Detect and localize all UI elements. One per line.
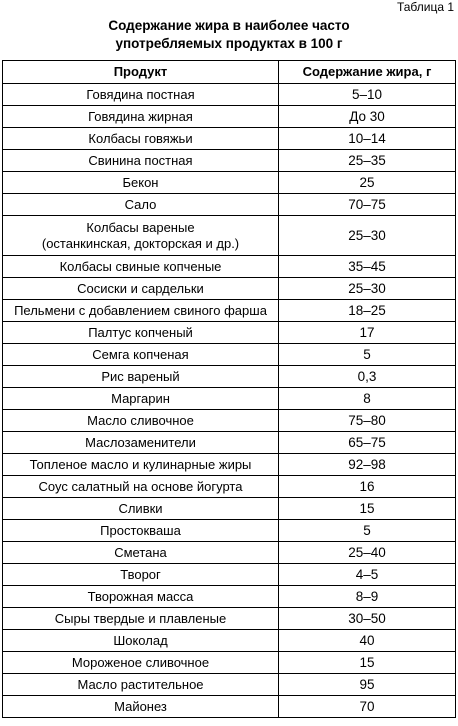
fat-value-cell: До 30 (279, 106, 456, 128)
fat-value-cell: 4–5 (279, 564, 456, 586)
product-name: Сыры твердые и плавленые (54, 610, 227, 626)
product-name: Топленое масло и кулинарные жиры (29, 456, 252, 472)
product-name: Масло сливочное (87, 412, 194, 428)
product-name: Масло растительное (77, 676, 204, 692)
table-row (3, 128, 456, 150)
product-cell (3, 256, 279, 278)
fat-value-cell: 8–9 (279, 586, 456, 608)
fat-value-cell: 8 (279, 388, 456, 410)
fat-value-cell: 25–35 (279, 150, 456, 172)
table-row (3, 300, 456, 322)
product-name: Бекон (122, 174, 159, 190)
product-name: Колбасы говяжьи (88, 130, 193, 146)
table-row (3, 388, 456, 410)
document-title (0, 17, 458, 53)
product-cell (3, 432, 279, 454)
product-name: Колбасы свиные копченые (59, 258, 222, 274)
fat-value-cell: 95 (279, 674, 456, 696)
product-name: Говядина жирная (88, 108, 193, 124)
table-row (3, 454, 456, 476)
product-name: Соус салатный на основе йогурта (38, 478, 243, 494)
table-row (3, 696, 456, 718)
table-row (3, 256, 456, 278)
table-row (3, 106, 456, 128)
table-row (3, 432, 456, 454)
fat-value-cell: 70 (279, 696, 456, 718)
fat-value-cell: 92–98 (279, 454, 456, 476)
product-name: Маргарин (111, 390, 170, 406)
product-cell (3, 586, 279, 608)
product-cell (3, 366, 279, 388)
product-cell (3, 106, 279, 128)
header-row (3, 61, 456, 84)
fat-value-cell: 25–30 (279, 216, 456, 256)
product-name: Сметана (114, 544, 167, 560)
fat-value-cell: 75–80 (279, 410, 456, 432)
product-name: Шоколад (113, 632, 168, 648)
product-cell (3, 300, 279, 322)
table-row (3, 542, 456, 564)
fat-value-cell: 17 (279, 322, 456, 344)
product-cell (3, 674, 279, 696)
fat-value-cell: 16 (279, 476, 456, 498)
product-name: Простокваша (100, 522, 181, 538)
product-cell (3, 542, 279, 564)
title-line-1: Содержание жира в наиболее часто (108, 18, 350, 33)
product-cell (3, 278, 279, 300)
product-name: Палтус копченый (88, 324, 193, 340)
table-row (3, 674, 456, 696)
table-row (3, 150, 456, 172)
header-product: Продукт (3, 61, 279, 84)
product-cell (3, 454, 279, 476)
product-cell (3, 476, 279, 498)
product-name: Рис вареный (101, 368, 180, 384)
table-row (3, 564, 456, 586)
product-name: Маслозаменители (85, 434, 196, 450)
product-cell (3, 696, 279, 718)
table-row (3, 194, 456, 216)
fat-value-cell: 18–25 (279, 300, 456, 322)
product-name: Говядина постная (86, 86, 195, 102)
table-row (3, 630, 456, 652)
product-name: Майонез (114, 698, 167, 714)
product-name: Творог (120, 566, 161, 582)
product-cell (3, 498, 279, 520)
product-name: Сливки (118, 500, 163, 516)
product-cell (3, 194, 279, 216)
fat-value-cell: 0,3 (279, 366, 456, 388)
table-row (3, 344, 456, 366)
product-name: Свинина постная (88, 152, 193, 168)
product-name: Творожная масса (87, 588, 194, 604)
product-cell (3, 410, 279, 432)
product-cell (3, 388, 279, 410)
product-name: Пельмени с добавлением свиного фарша (14, 302, 267, 318)
table-row (3, 172, 456, 194)
table-body (3, 84, 456, 718)
product-cell (3, 216, 279, 256)
table-number: Таблица 1 (396, 0, 454, 14)
product-name: Сало (124, 196, 157, 212)
product-cell (3, 608, 279, 630)
fat-value-cell: 25 (279, 172, 456, 194)
product-note: (останкинская, докторская и др.) (41, 235, 240, 251)
product-cell (3, 84, 279, 106)
title-line-2: употребляемых продуктах в 100 г (115, 36, 343, 51)
product-cell (3, 630, 279, 652)
product-cell (3, 344, 279, 366)
fat-value-cell: 25–30 (279, 278, 456, 300)
product-name: Семга копченая (92, 346, 189, 362)
table-row (3, 322, 456, 344)
header-fat-content: Содержание жира, г (279, 61, 456, 84)
table-row (3, 278, 456, 300)
table-row (3, 608, 456, 630)
product-cell (3, 520, 279, 542)
table-row (3, 476, 456, 498)
fat-value-cell: 25–40 (279, 542, 456, 564)
fat-value-cell: 5 (279, 520, 456, 542)
table-row (3, 84, 456, 106)
table-row (3, 216, 456, 256)
product-cell (3, 150, 279, 172)
product-cell (3, 322, 279, 344)
product-name: Колбасы вареные (86, 219, 195, 235)
product-cell (3, 564, 279, 586)
fat-content-table (2, 60, 456, 718)
product-name: Мороженое сливочное (71, 654, 210, 670)
table-row (3, 586, 456, 608)
table-row (3, 520, 456, 542)
product-cell (3, 172, 279, 194)
product-cell (3, 128, 279, 150)
fat-value-cell: 65–75 (279, 432, 456, 454)
fat-value-cell: 30–50 (279, 608, 456, 630)
fat-value-cell: 10–14 (279, 128, 456, 150)
fat-value-cell: 70–75 (279, 194, 456, 216)
fat-value-cell: 5–10 (279, 84, 456, 106)
table-row (3, 652, 456, 674)
table-row (3, 366, 456, 388)
table-row (3, 410, 456, 432)
fat-value-cell: 40 (279, 630, 456, 652)
fat-value-cell: 15 (279, 498, 456, 520)
product-name: Сосиски и сардельки (77, 280, 204, 296)
product-cell (3, 652, 279, 674)
table-row (3, 498, 456, 520)
fat-value-cell: 35–45 (279, 256, 456, 278)
fat-value-cell: 5 (279, 344, 456, 366)
fat-value-cell: 15 (279, 652, 456, 674)
